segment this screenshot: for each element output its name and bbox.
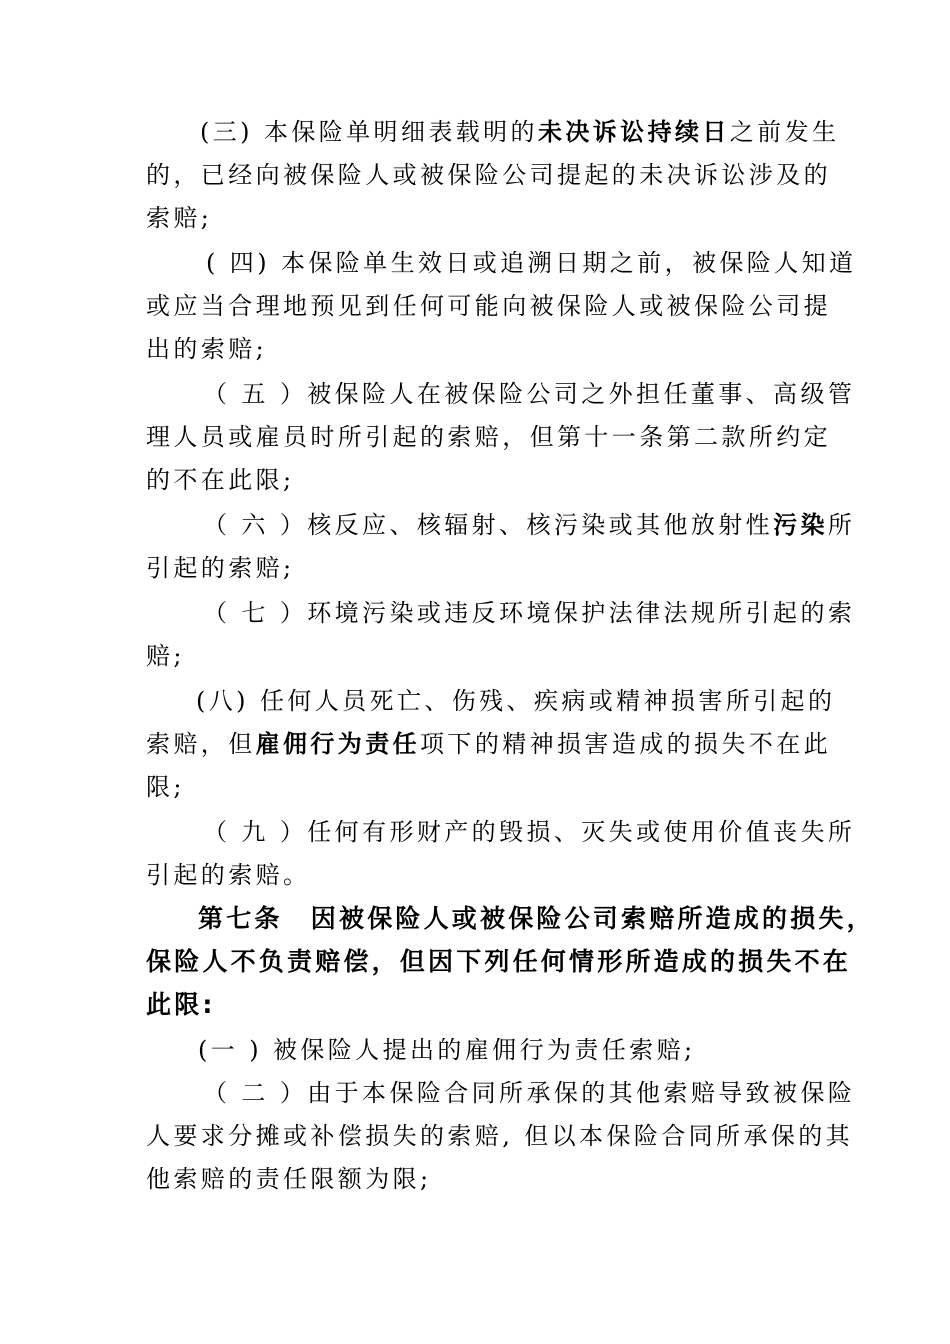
article-7-line-3: 此限: bbox=[146, 990, 216, 1019]
clause-5-line-1: （ 五 ）被保险人在被保险公司之外担任董事、高级管 bbox=[203, 380, 856, 408]
clause-3-line-1 bbox=[200, 117, 839, 147]
term-pending-litigation-date: 未决诉讼持续日 bbox=[537, 118, 730, 146]
clause-6-text-b: 所 bbox=[827, 511, 856, 539]
clause-3-text-b: 之前发生 bbox=[729, 118, 840, 146]
clause-8-text-a: 索赔，但 bbox=[146, 730, 256, 758]
article-7-item-1-line-1: (一 ) 被保险人提出的雇佣行为责任索赔; bbox=[198, 1036, 696, 1064]
term-employment-practices-liability: 雇佣行为责任 bbox=[255, 730, 421, 758]
clause-4-line-2: 或应当合理地预见到任何可能向被保险人或被保险公司提 bbox=[146, 292, 831, 320]
clause-9-line-2: 引起的索赔。 bbox=[146, 861, 311, 889]
clause-9-line-1: （ 九 ）任何有形财产的毁损、灭失或使用价值丧失所 bbox=[203, 818, 856, 846]
article-7-line-2: 保险人不负责赔偿，但因下列任何情形所造成的损失不在 bbox=[146, 947, 852, 976]
clause-4-line-3: 出的索赔; bbox=[146, 335, 268, 363]
clause-6-line-1 bbox=[203, 510, 855, 540]
clause-4-line-1: ( 四) 本保险单生效日或追溯日期之前，被保险人知道 bbox=[206, 249, 857, 277]
clause-3-line-2: 的，已经向被保险人或被保险公司提起的未决诉讼涉及的 bbox=[146, 161, 831, 189]
clause-7-line-1: （ 七 ）环境污染或违反环境保护法律法规所引起的索 bbox=[203, 599, 856, 627]
clause-8-text-b: 项下的精神损害造成的损失不在此 bbox=[420, 730, 832, 758]
clause-3-text-a: (三) 本保险单明细表载明的 bbox=[200, 118, 538, 146]
article-7-item-2-line-3: 他索赔的责任限额为限; bbox=[146, 1165, 432, 1193]
article-7-line-1: 第七条 因被保险人或被保险公司索赔所造成的损失， bbox=[198, 904, 875, 933]
clause-6-text-a: （ 六 ）核反应、核辐射、核污染或其他放射性 bbox=[203, 511, 774, 539]
clause-6-line-2: 引起的索赔; bbox=[146, 554, 295, 582]
article-7-item-2-line-2: 人要求分摊或补偿损失的索赔, 但以本保险合同所承保的其 bbox=[146, 1122, 854, 1150]
term-pollution: 污染 bbox=[773, 511, 828, 539]
article-7-item-2-line-1: （ 二 ）由于本保险合同所承保的其他索赔导致被保险 bbox=[203, 1079, 856, 1107]
clause-8-line-3: 限; bbox=[146, 773, 185, 801]
clause-3-line-3: 索赔; bbox=[146, 204, 213, 232]
clause-8-line-1: (八) 任何人员死亡、伤残、疾病或精神损害所引起的 bbox=[196, 687, 836, 715]
clause-8-line-2 bbox=[146, 729, 831, 759]
clause-5-line-3: 的不在此限; bbox=[146, 466, 295, 494]
clause-7-line-2: 赔; bbox=[146, 642, 185, 670]
clause-5-line-2: 理人员或雇员时所引起的索赔，但第十一条第二款所约定 bbox=[146, 423, 831, 451]
